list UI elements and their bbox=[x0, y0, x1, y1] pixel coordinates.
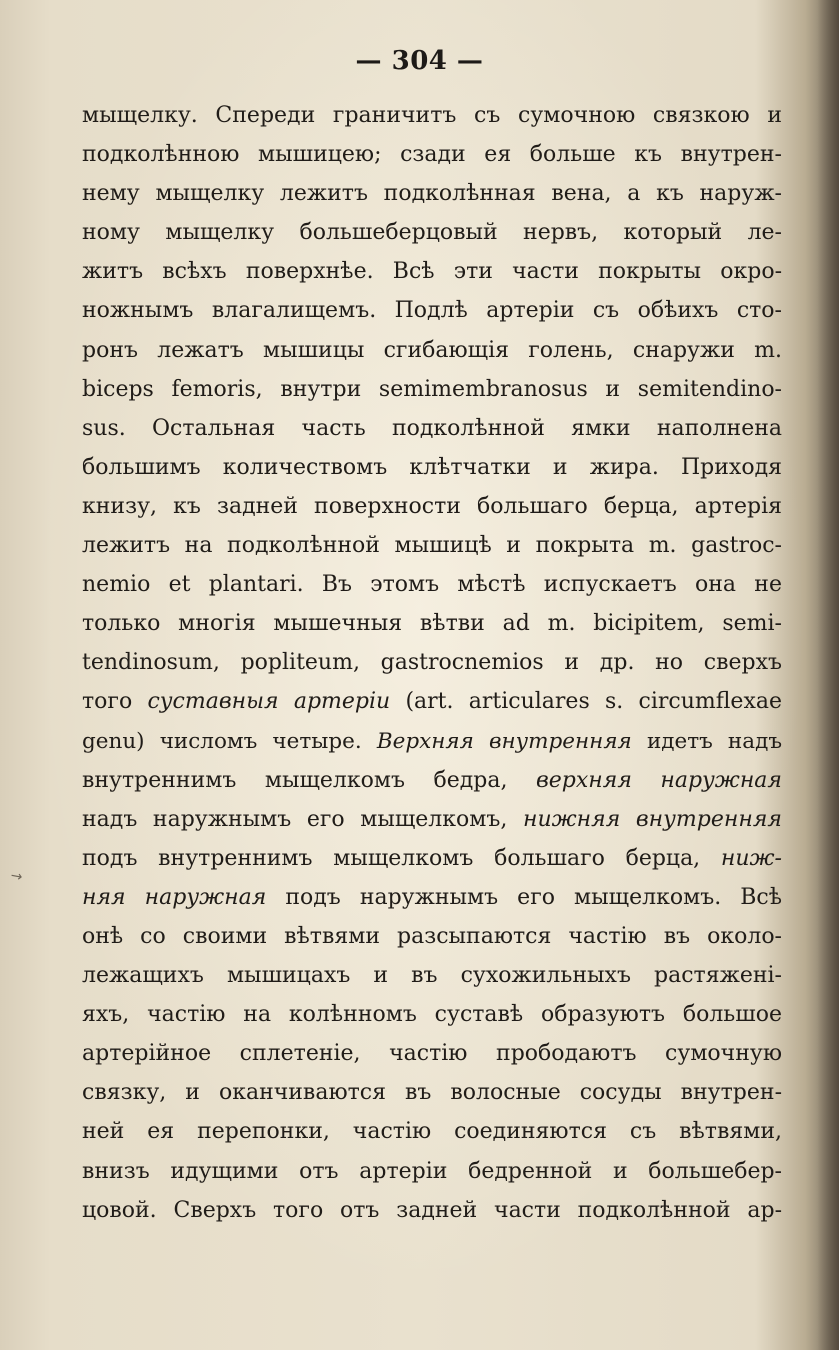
text-line bbox=[82, 174, 782, 213]
text-line bbox=[82, 761, 782, 800]
italic-term: Верхняя внутренняя bbox=[376, 728, 632, 754]
text-line bbox=[82, 956, 782, 995]
text-run: только многія мышечныя вѣтви ad m. bicipitem, semi- bbox=[82, 611, 782, 637]
text-run: книзу, къ задней поверхности большаго берца, артерія bbox=[82, 493, 782, 519]
margin-pencil-mark: ↘ bbox=[7, 866, 27, 887]
body-text bbox=[82, 96, 782, 1230]
text-line bbox=[82, 252, 782, 291]
text-run: лежащихъ мышицахъ и въ сухожильныхъ растяжені- bbox=[82, 963, 782, 989]
text-line bbox=[82, 682, 782, 721]
text-line bbox=[82, 213, 782, 252]
italic-term: верхняя наружная bbox=[535, 767, 782, 793]
text-line bbox=[82, 878, 782, 917]
italic-term: ниж- bbox=[720, 845, 782, 871]
italic-term: нижняя внутренняя bbox=[522, 806, 782, 832]
text-line bbox=[82, 291, 782, 330]
text-line bbox=[82, 135, 782, 174]
text-line bbox=[82, 1191, 782, 1230]
text-run: (art. articulares s. circumflexae bbox=[390, 689, 782, 715]
text-run: артерійное сплетеніе, частію прободаютъ сумочную bbox=[82, 1041, 782, 1067]
text-line bbox=[82, 331, 782, 370]
text-run: внутреннимъ мыщелкомъ бедра, bbox=[82, 767, 536, 793]
text-line bbox=[82, 487, 782, 526]
text-run: лежитъ на подколѣнной мышицѣ и покрыта m. gastroc- bbox=[82, 533, 782, 559]
text-run: связку, и оканчиваются въ волосные сосуды внутрен- bbox=[82, 1080, 782, 1106]
text-line bbox=[82, 995, 782, 1034]
text-line bbox=[82, 722, 782, 761]
text-run: того bbox=[82, 689, 148, 715]
text-line bbox=[82, 96, 782, 135]
text-run: подколѣнною мышицею; сзади ея больше къ внутрен- bbox=[82, 142, 782, 168]
text-line bbox=[82, 1034, 782, 1073]
text-run: genu) числомъ четыре. bbox=[82, 728, 377, 754]
text-run: ному мыщелку большеберцовый нервъ, который ле- bbox=[82, 220, 782, 246]
italic-term: няя наружная bbox=[82, 884, 267, 910]
text-run: sus. Остальная часть подколѣнной ямки наполнена bbox=[82, 415, 782, 441]
text-line bbox=[82, 1152, 782, 1191]
text-run: подъ внутреннимъ мыщелкомъ большаго берца, bbox=[82, 845, 721, 871]
text-run: ножнымъ влагалищемъ. Подлѣ артеріи съ обѣихъ сто- bbox=[82, 298, 782, 324]
text-run: мыщелку. Спереди граничитъ съ сумочною связкою и bbox=[82, 103, 782, 128]
text-run: подъ наружнымъ его мыщелкомъ. Всѣ bbox=[266, 884, 782, 910]
text-run: ронъ лежатъ мышицы сгибающія голень, снаружи m. bbox=[82, 337, 782, 363]
text-run: nemio et plantari. Въ этомъ мѣстѣ испускаетъ она не bbox=[82, 572, 782, 598]
text-line bbox=[82, 604, 782, 643]
text-run: яхъ, частію на колѣнномъ суставѣ образуютъ большое bbox=[82, 1002, 782, 1028]
text-line bbox=[82, 917, 782, 956]
text-run: biceps femoris, внутри semimembranosus и semitendino- bbox=[82, 376, 782, 402]
text-line bbox=[82, 800, 782, 839]
text-run: ней ея перепонки, частію соединяются съ вѣтвями, bbox=[82, 1119, 782, 1145]
text-line bbox=[82, 1112, 782, 1151]
text-run: цовой. Сверхъ того отъ задней части подколѣнной ар- bbox=[82, 1197, 782, 1223]
page-edge-shadow bbox=[817, 0, 839, 1350]
text-line bbox=[82, 526, 782, 565]
text-run: онѣ со своими вѣтвями разсыпаются частію въ около- bbox=[82, 923, 782, 949]
text-run: tendinosum, popliteum, gastrocnemios и др. но сверхъ bbox=[82, 650, 782, 676]
text-line bbox=[82, 448, 782, 487]
text-line bbox=[82, 409, 782, 448]
text-line bbox=[82, 1073, 782, 1112]
text-run: нему мыщелку лежитъ подколѣнная вена, а къ наруж- bbox=[82, 181, 782, 207]
text-run: идетъ надъ bbox=[631, 728, 782, 754]
text-run: большимъ количествомъ клѣтчатки и жира. Приходя bbox=[82, 454, 782, 480]
text-line bbox=[82, 643, 782, 682]
page-number: — 304 — bbox=[355, 46, 484, 76]
italic-term: суставныя артеріи bbox=[147, 689, 391, 715]
text-run: надъ наружнымъ его мыщелкомъ, bbox=[82, 806, 523, 832]
text-run: внизъ идущими отъ артеріи бедренной и большебер- bbox=[82, 1158, 782, 1184]
text-line bbox=[82, 839, 782, 878]
text-line bbox=[82, 565, 782, 604]
text-run: житъ всѣхъ поверхнѣе. Всѣ эти части покрыты окро- bbox=[82, 259, 782, 285]
text-line bbox=[82, 370, 782, 409]
